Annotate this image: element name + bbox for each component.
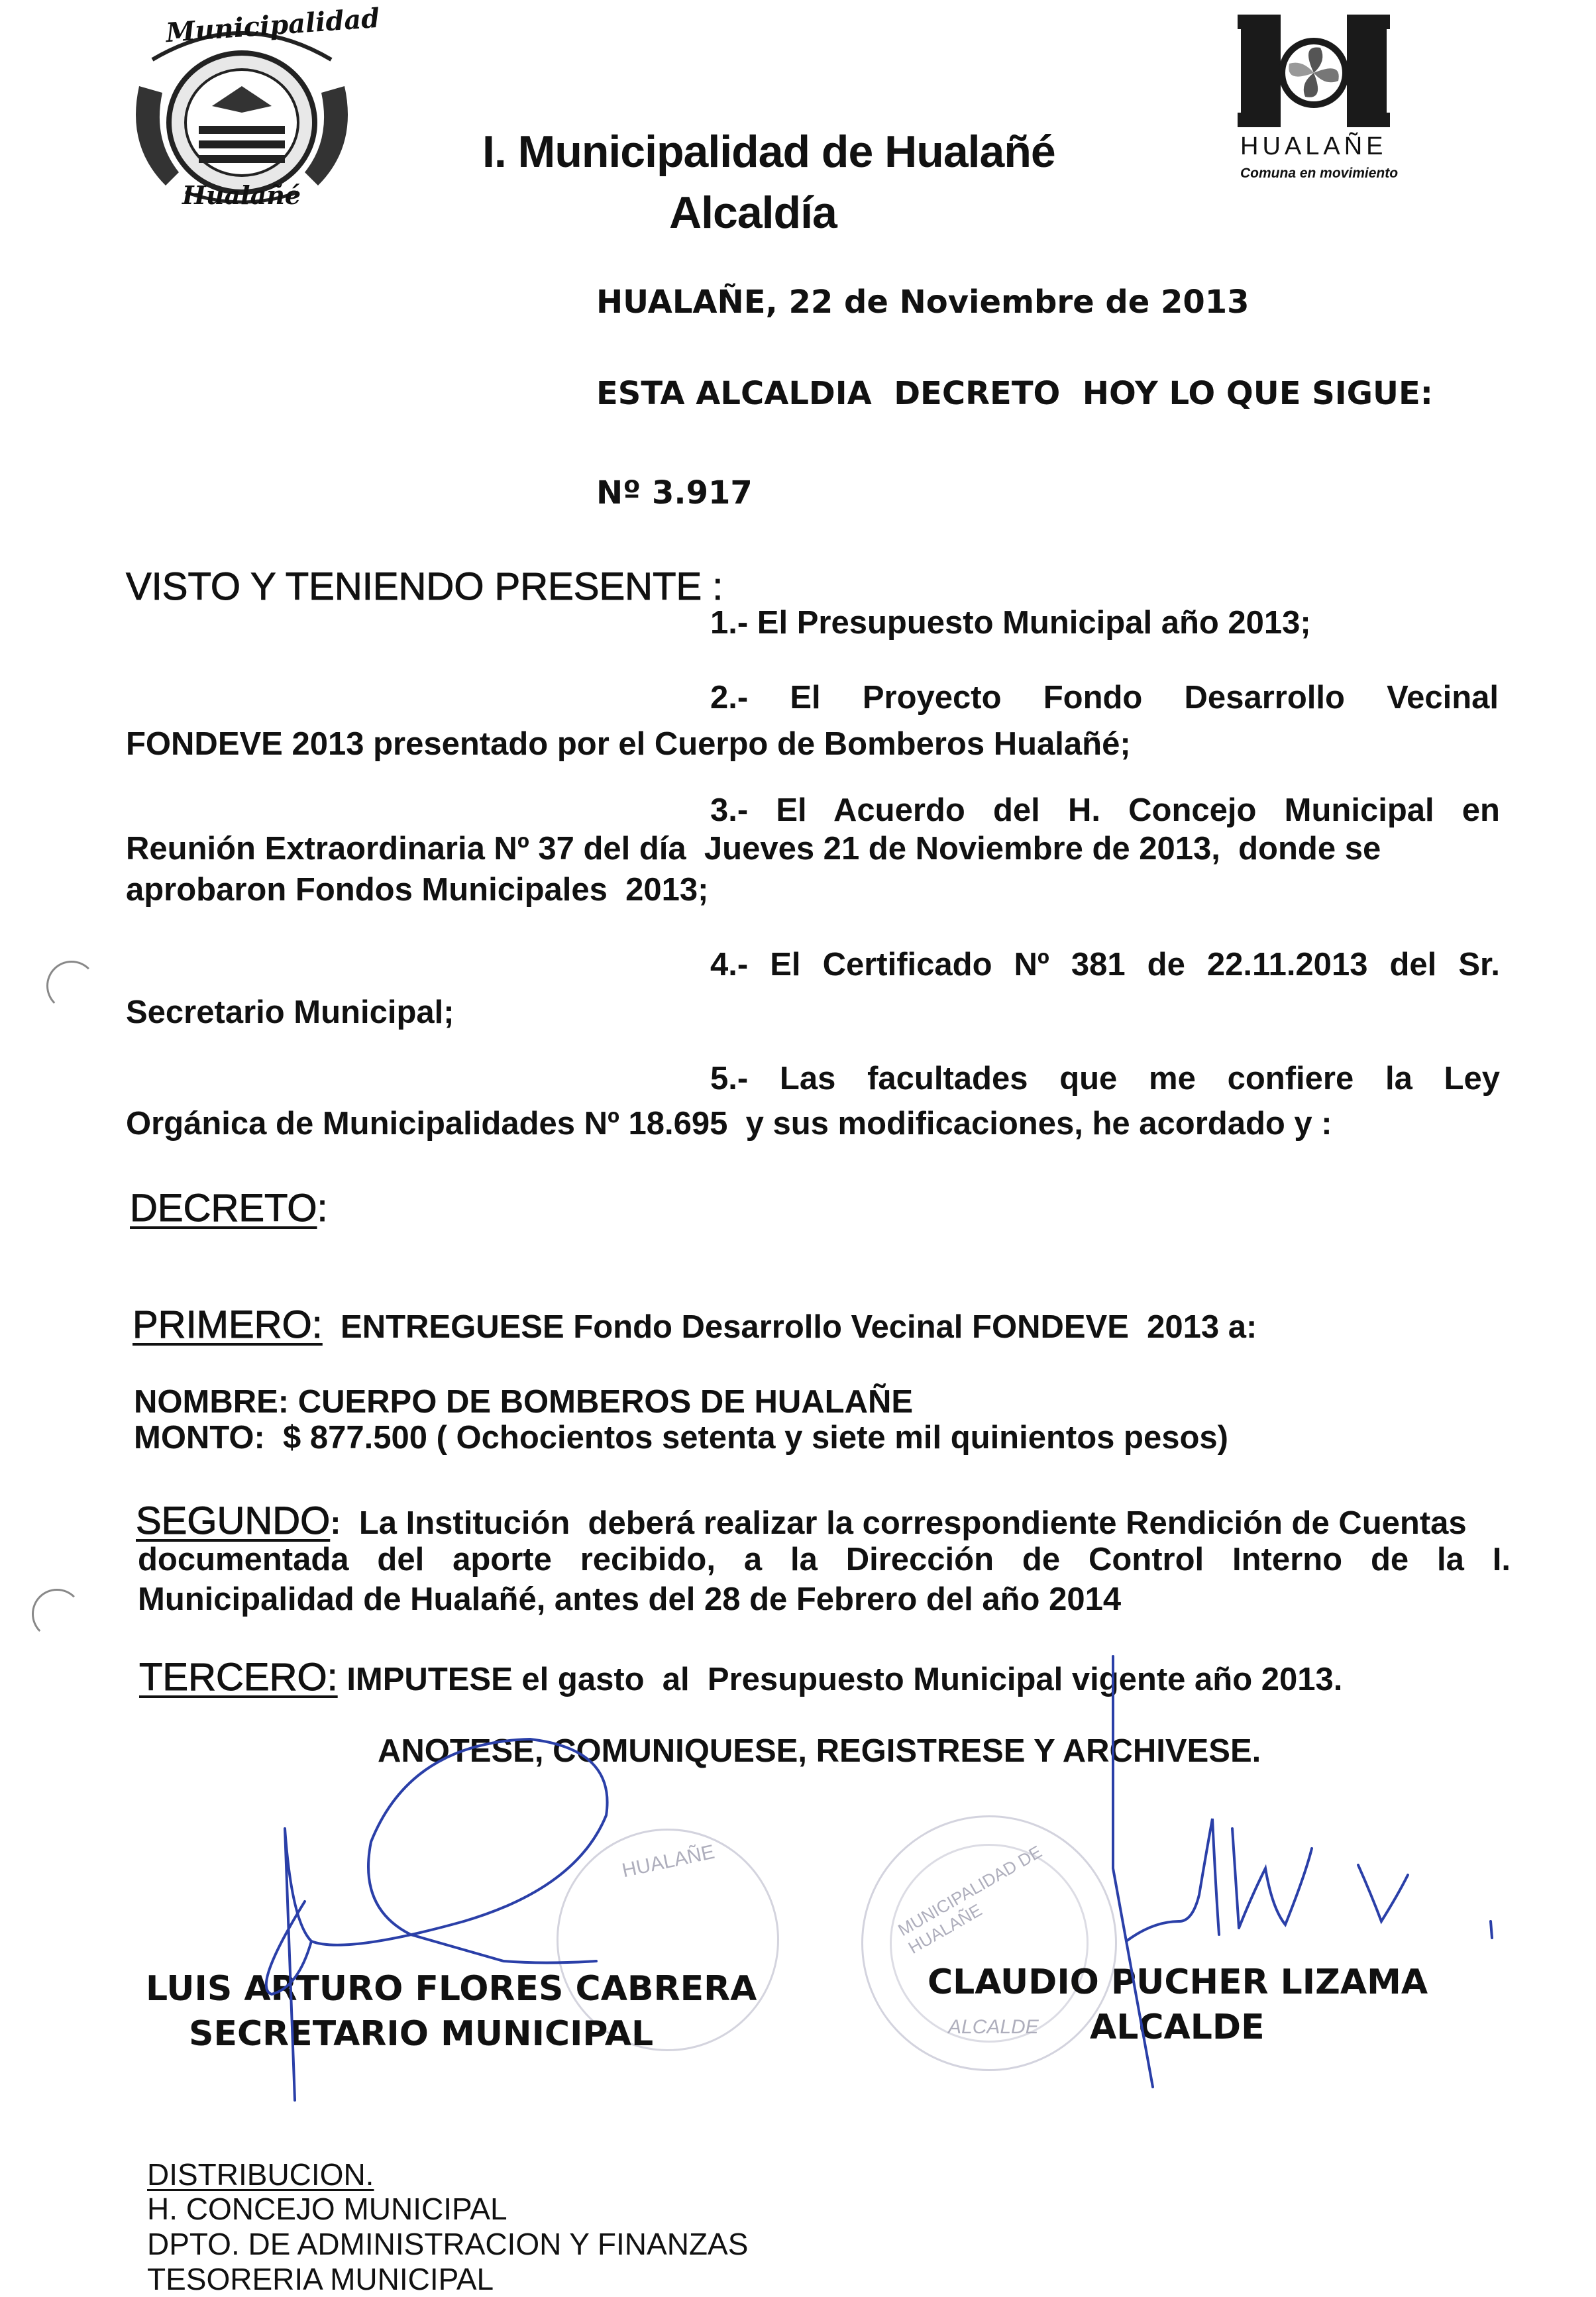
consideration-3-first: 3.- El Acuerdo del H. Concejo Municipal en — [710, 792, 1500, 828]
segundo-line2: documentada del aporte recibido, a la Dirección de Control Interno de la I. — [138, 1542, 1511, 1577]
ink-mark-icon — [1491, 1921, 1492, 1938]
signer-left-name: LUIS ARTURO FLORES CABRERA — [146, 1969, 757, 2009]
segundo-colon: : — [330, 1505, 341, 1541]
tercero-text: IMPUTESE el gasto al Presupuesto Municipal vigente año 2013. — [346, 1662, 1343, 1697]
decree-heading-colon: : — [317, 1187, 328, 1230]
signature-right-icon — [1113, 1656, 1408, 2087]
stamp-left-text: HUALAÑE — [620, 1841, 717, 1882]
consideration-5-rest: Orgánica de Municipalidades Nº 18.695 y sus modificaciones, he acordado y : — [126, 1106, 1332, 1142]
signer-right-title: ALCALDE — [1090, 2007, 1265, 2047]
decree-intro: ESTA ALCALDIA DECRETO HOY LO QUE SIGUE: — [596, 375, 1433, 412]
tercero-label: TERCERO: — [139, 1656, 338, 1699]
distribution-heading: DISTRIBUCION. — [147, 2157, 374, 2192]
primero-text: ENTREGUESE Fondo Desarrollo Vecinal FONDEVE 2013 a: — [341, 1309, 1257, 1345]
distribution-item: TESORERIA MUNICIPAL — [147, 2262, 494, 2296]
logo-tagline: Comuna en movimiento — [1240, 166, 1399, 181]
distribution-item: DPTO. DE ADMINISTRACION Y FINANZAS — [147, 2227, 749, 2261]
signature-left-icon — [285, 1739, 608, 2100]
page-subtitle: Alcaldía — [669, 187, 837, 238]
signer-left-title: SECRETARIO MUNICIPAL — [189, 2014, 654, 2054]
closing-line: ANOTESE, COMUNIQUESE, REGISTRESE Y ARCHIVESE. — [378, 1733, 1261, 1769]
consideration-4-rest: Secretario Municipal; — [126, 994, 454, 1030]
punch-hole-lower — [32, 1589, 82, 1639]
decree-heading-label: DECRETO — [130, 1187, 317, 1230]
decree-number: Nº 3.917 — [596, 474, 753, 511]
consideration-2-rest: FONDEVE 2013 presentado por el Cuerpo de Bomberos Hualañé; — [126, 726, 1131, 762]
seal-bottom-text: Hualañé — [182, 180, 301, 210]
consideration-3-line3: aprobaron Fondos Municipales 2013; — [126, 872, 709, 908]
consideration-2-first: 2.- El Proyecto Fondo Desarrollo Vecinal — [710, 680, 1499, 716]
decree-date: HUALAÑE, 22 de Noviembre de 2013 — [596, 284, 1250, 321]
segundo-label: SEGUNDO — [136, 1499, 331, 1542]
consideration-3-line2: Reunión Extraordinaria Nº 37 del día Jueves 21 de Noviembre de 2013, donde se — [126, 831, 1381, 867]
stamp-right-top: MUNICIPALIDAD DE HUALAÑE — [894, 1841, 1045, 1958]
signer-right-name: CLAUDIO PUCHER LIZAMA — [928, 1962, 1428, 2002]
distribution-item: H. CONCEJO MUNICIPAL — [147, 2192, 507, 2226]
stamp-right-bottom: ALCALDE — [948, 2016, 1039, 2038]
punch-hole-upper — [46, 961, 97, 1011]
consideration-1: 1.- El Presupuesto Municipal año 2013; — [710, 605, 1311, 641]
consideration-4-first: 4.- El Certificado Nº 381 de 22.11.2013 del Sr. — [710, 947, 1500, 983]
primero-label: PRIMERO: — [133, 1303, 323, 1346]
page-title: I. Municipalidad de Hualañé — [482, 127, 1055, 177]
seal-top-text: Municipalidad — [164, 2, 381, 49]
considerations-heading: VISTO Y TENIENDO PRESENTE : — [126, 565, 723, 608]
segundo-line3: Municipalidad de Hualañé, antes del 28 de Febrero del año 2014 — [138, 1581, 1122, 1617]
segundo-line1: La Institución deberá realizar la correspondiente Rendición de Cuentas — [358, 1505, 1467, 1541]
consideration-5-first: 5.- Las facultades que me confiere la Ley — [710, 1061, 1500, 1096]
beneficiary-name: NOMBRE: CUERPO DE BOMBEROS DE HUALAÑE — [134, 1384, 914, 1420]
logo-name: HUALAÑE — [1240, 133, 1387, 160]
beneficiary-amount: MONTO: $ 877.500 ( Ochocientos setenta y siete mil quinientos pesos) — [134, 1420, 1228, 1456]
